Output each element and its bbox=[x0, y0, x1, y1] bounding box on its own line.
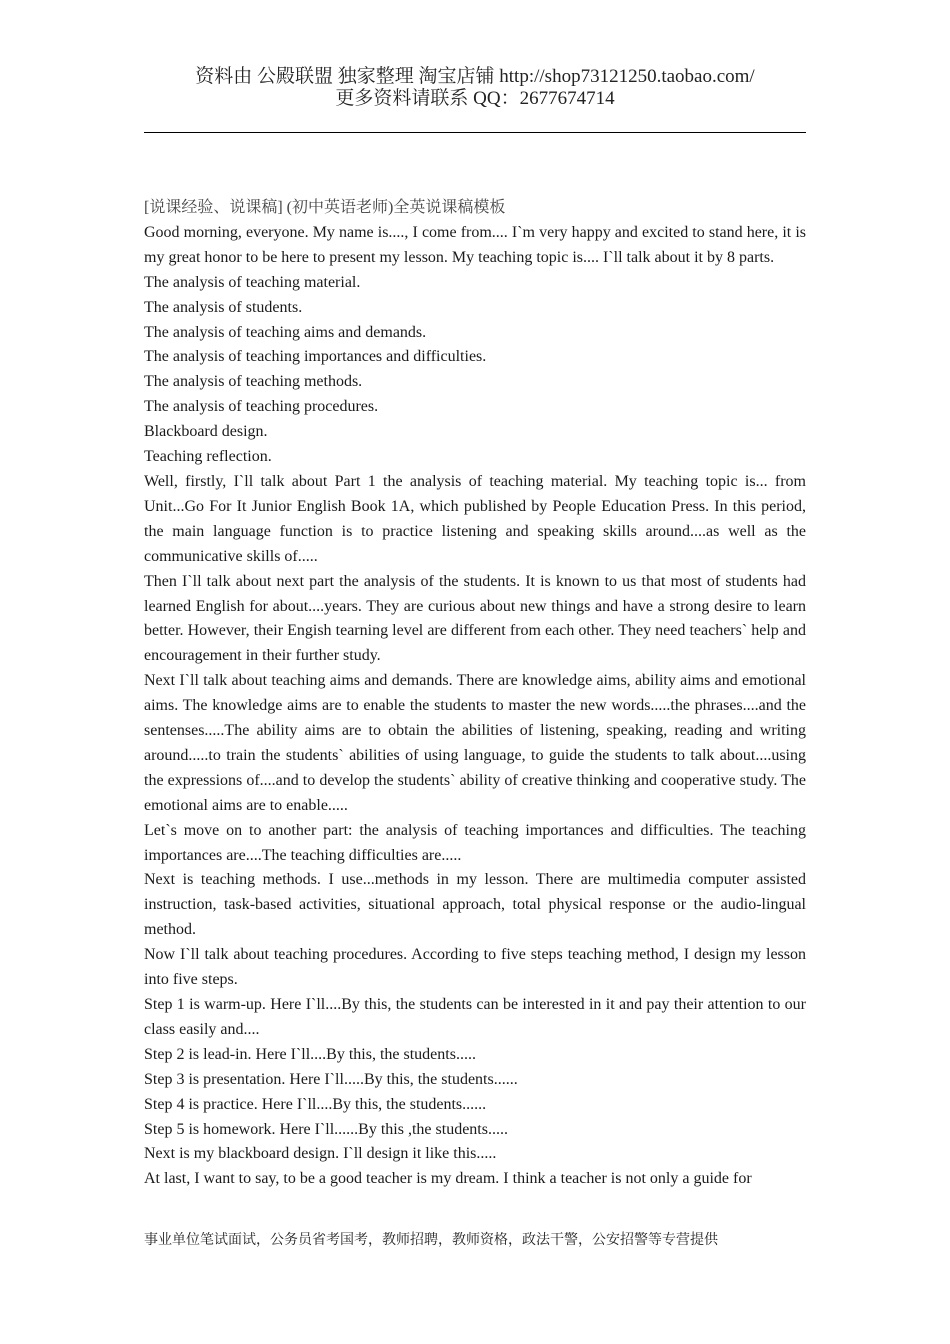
paragraph-procedures: Now I`ll talk about teaching procedures. According to five steps teaching method, I design my lesson into five steps. bbox=[144, 946, 806, 989]
list-item-methods: The analysis of teaching methods. bbox=[144, 373, 363, 391]
paragraph-methods: Next is teaching methods. I use...methods in my lesson. There are multimedia computer assisted instruction, task-based activities, situational approach, total physical response or the audio-lingual method. bbox=[144, 871, 806, 939]
list-item-blackboard: Blackboard design. bbox=[144, 423, 268, 441]
list-item-teaching-material: The analysis of teaching material. bbox=[144, 273, 361, 291]
list-item-reflection: Teaching reflection. bbox=[144, 448, 272, 466]
paragraph-intro: Good morning, everyone. My name is...., I come from.... I`m very happy and excited to stand here, it is my great honor to be here to present my lesson. My teaching topic is.... I`ll talk about it by 8 parts. bbox=[144, 223, 806, 266]
paragraph-step-5: Step 5 is homework. Here I`ll......By this ,the students..... bbox=[144, 1120, 508, 1138]
header-source-line: 资料由 公殿联盟 独家整理 淘宝店铺 http://shop73121250.taobao.com/ bbox=[195, 66, 755, 87]
list-item-aims: The analysis of teaching aims and demands. bbox=[144, 323, 427, 341]
header-contact-line: 更多资料请联系 QQ：2677674714 bbox=[335, 88, 615, 109]
paragraph-conclusion: At last, I want to say, to be a good teacher is my dream. I think a teacher is not only a guide for bbox=[144, 1170, 752, 1188]
list-item-students: The analysis of students. bbox=[144, 298, 303, 316]
paragraph-importances: Let`s move on to another part: the analysis of teaching importances and difficulties. The teaching importances are....The teaching difficulties are..... bbox=[144, 821, 806, 864]
paragraph-students: Then I`ll talk about next part the analysis of the students. It is known to us that most of students had learned English for about....years. They are curious about new things and have a strong desire to learn better. However, their Engish tearning level are different from each other. They need teachers` help and encouragement in their further study. bbox=[144, 572, 806, 665]
list-item-procedures: The analysis of teaching procedures. bbox=[144, 398, 379, 416]
document-title: [说课经验、说课稿] (初中英语老师)全英说课稿模板 bbox=[144, 199, 506, 216]
list-item-importances: The analysis of teaching importances and difficulties. bbox=[144, 348, 487, 366]
paragraph-step-4: Step 4 is practice. Here I`ll....By this, the students...... bbox=[144, 1095, 487, 1113]
paragraph-aims: Next I`ll talk about teaching aims and demands. There are knowledge aims, ability aims and emotional aims. The knowledge aims are to enable the students to master the new words.....the phrases....and the sentenses.....The ability aims are to obtain the abilities of listening, speaking, reading and writing around.....to train the students` abilities of using language, to guide the students to talk about....using the expressions of....and to develop the students` ability of creative thinking and cooperative study. The emotional aims are to enable..... bbox=[144, 672, 806, 814]
page-footer: 事业单位笔试面试，公务员省考国考，教师招聘，教师资格，政法干警，公安招警等专营提供 bbox=[144, 1233, 718, 1248]
paragraph-step-3: Step 3 is presentation. Here I`ll.....By this, the students...... bbox=[144, 1070, 518, 1088]
paragraph-step-2: Step 2 is lead-in. Here I`ll....By this, the students..... bbox=[144, 1045, 476, 1063]
page-header bbox=[0, 66, 950, 110]
header-divider bbox=[144, 132, 806, 133]
document-body bbox=[144, 196, 806, 1192]
paragraph-step-1: Step 1 is warm-up. Here I`ll....By this, the students can be interested in it and pay their attention to our class easily and.... bbox=[144, 996, 806, 1038]
paragraph-blackboard: Next is my blackboard design. I`ll design it like this..... bbox=[144, 1145, 497, 1163]
paragraph-material: Well, firstly, I`ll talk about Part 1 the analysis of teaching material. My teaching topic is... from Unit...Go For It Junior English Book 1A, which published by People Education Press. In this period, the main language function is to practice listening and speaking skills around....as well as the communicative skills of..... bbox=[144, 472, 806, 565]
